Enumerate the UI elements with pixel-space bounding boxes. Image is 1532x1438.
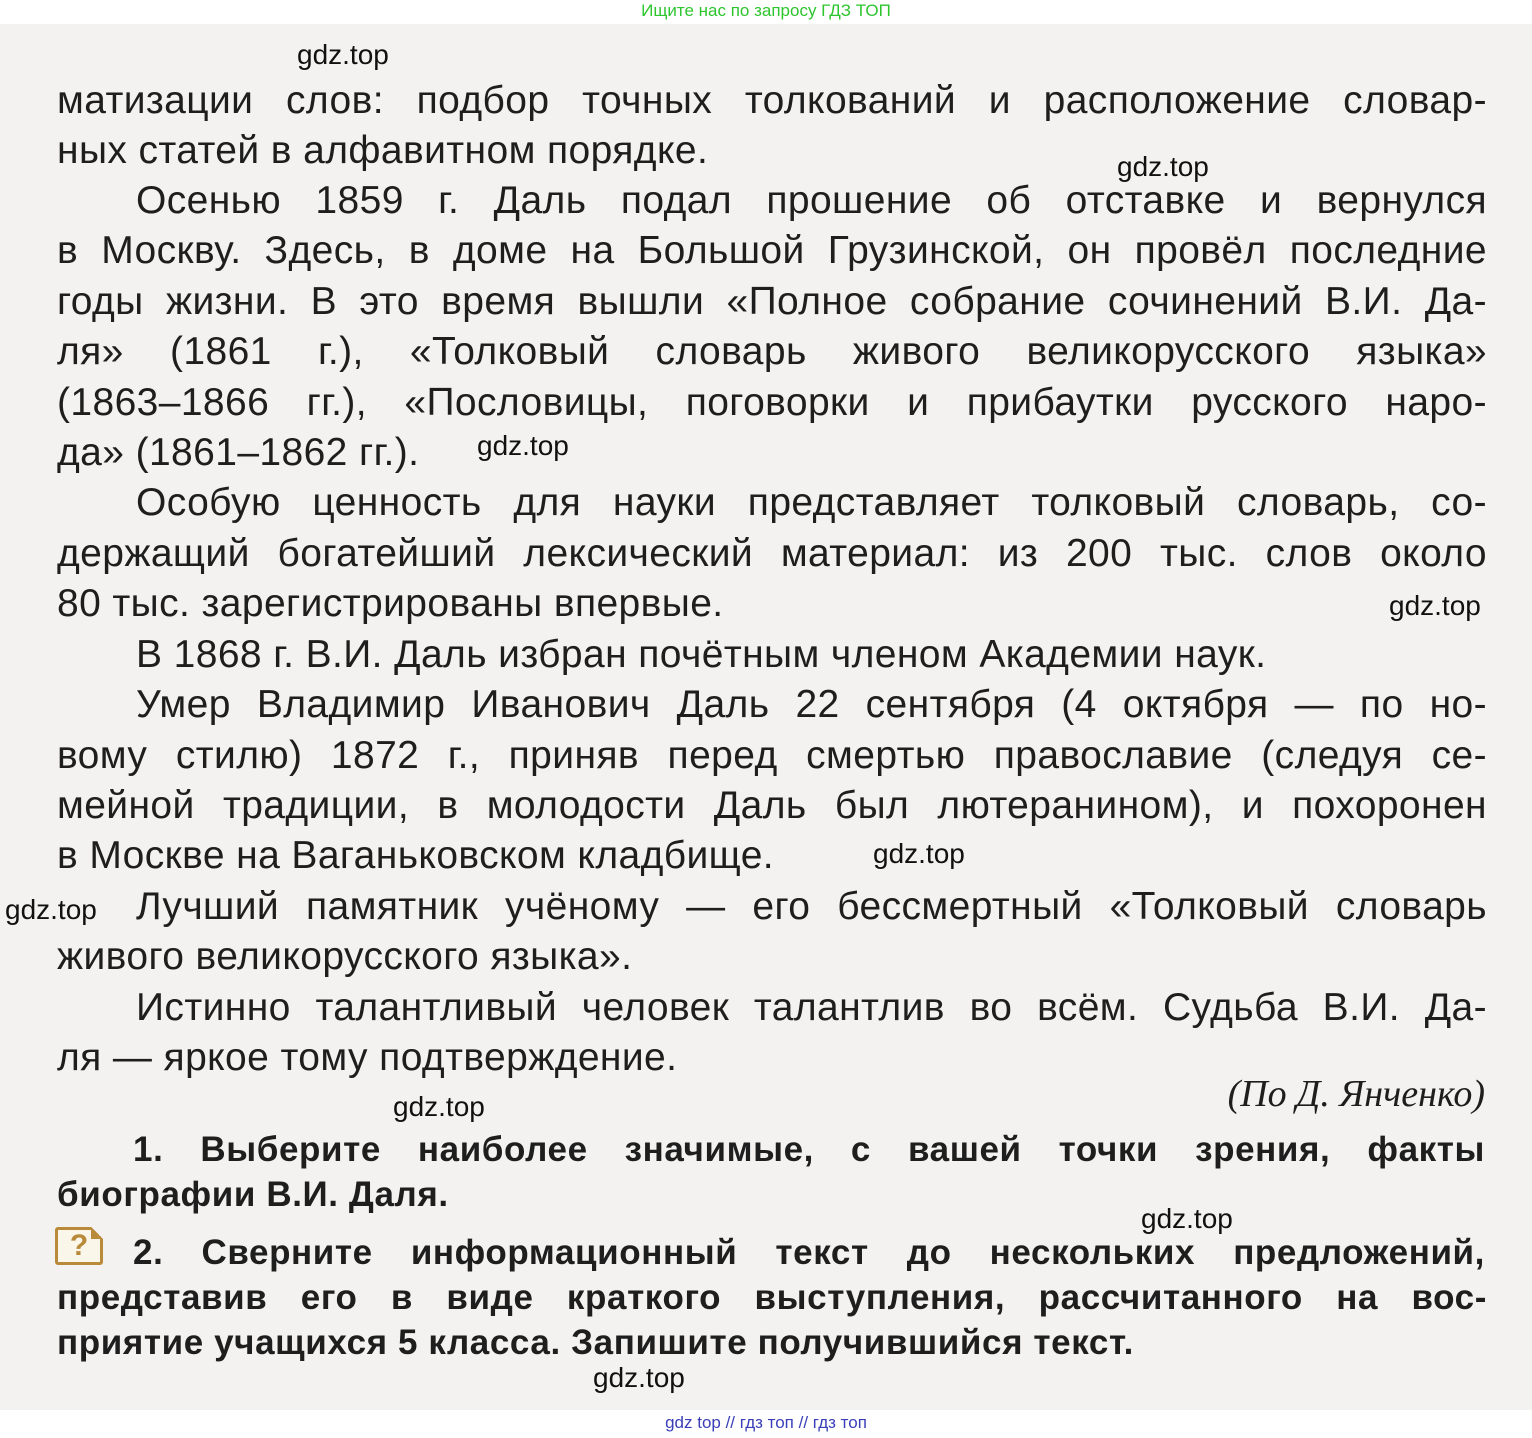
watermark: gdz.top: [1389, 590, 1481, 621]
text-line: ных статей в алфавитном порядке.: [57, 129, 709, 172]
text-line: живого великорусского языка».: [57, 935, 633, 978]
text-line: ля» (1861 г.), «Толковый словарь живого великорусского языка»: [57, 330, 1487, 373]
text-line: да» (1861–1862 гг.).: [57, 431, 420, 474]
text-line: Лучший памятник учёному — его бессмертный «Толковый словарь: [136, 885, 1487, 928]
text-line: Осенью 1859 г. Даль подал прошение об отставке и вернулся: [136, 179, 1487, 222]
question-line: 1. Выберите наиболее значимые, с вашей точки зрения, факты: [133, 1130, 1485, 1169]
watermark: gdz.top: [297, 39, 389, 70]
watermark: gdz.top: [477, 430, 569, 461]
text-line: матизации слов: подбор точных толкований и расположение словар-: [57, 79, 1487, 122]
bottom-banner[interactable]: gdz top // гдз топ // гдз топ: [665, 1413, 867, 1432]
question-line: приятие учащихся 5 класса. Запишите получившийся текст.: [57, 1323, 1134, 1362]
text-line: 80 тыс. зарегистрированы впервые.: [57, 582, 724, 625]
text-line: держащий богатейший лексический материал: из 200 тыс. слов около: [57, 532, 1487, 575]
text-line: Особую ценность для науки представляет толковый словарь, со-: [136, 481, 1487, 524]
watermark: gdz.top: [1117, 151, 1209, 182]
watermark: gdz.top: [1141, 1203, 1233, 1234]
text-line: В 1868 г. В.И. Даль избран почётным членом Академии наук.: [136, 633, 1267, 676]
question-line: биографии В.И. Даля.: [57, 1175, 449, 1214]
text-line: Истинно талантливый человек талантлив во всём. Судьба В.И. Да-: [136, 986, 1487, 1029]
text-line: (1863–1866 гг.), «Пословицы, поговорки и прибаутки русского наро-: [57, 381, 1487, 424]
text-line: вому стилю) 1872 г., приняв перед смертью православие (следуя се-: [57, 734, 1487, 777]
watermark: gdz.top: [873, 838, 965, 869]
watermark: gdz.top: [593, 1362, 685, 1393]
text-line: годы жизни. В это время вышли «Полное собрание сочинений В.И. Да-: [57, 280, 1487, 323]
question-mark-icon: ?: [55, 1227, 103, 1265]
watermark: gdz.top: [5, 894, 97, 925]
text-line: мейной традиции, в молодости Даль был лютеранином), и похоронен: [57, 784, 1487, 827]
text-line: в Москве на Ваганьковском кладбище.: [57, 834, 775, 877]
text-line: ля — яркое тому подтверждение.: [57, 1036, 678, 1079]
watermark: gdz.top: [393, 1091, 485, 1122]
question-line: представив его в виде краткого выступления, рассчитанного на вос-: [57, 1278, 1487, 1317]
top-banner[interactable]: Ищите нас по запросу ГДЗ ТОП: [641, 1, 891, 20]
text-line: Умер Владимир Иванович Даль 22 сентября (4 октября — по но-: [136, 683, 1487, 726]
text-line: в Москву. Здесь, в доме на Большой Грузинской, он провёл последние: [57, 229, 1487, 272]
author-attribution: (По Д. Янченко): [1227, 1073, 1485, 1115]
question-line: 2. Сверните информационный текст до нескольких предложений,: [133, 1233, 1485, 1272]
